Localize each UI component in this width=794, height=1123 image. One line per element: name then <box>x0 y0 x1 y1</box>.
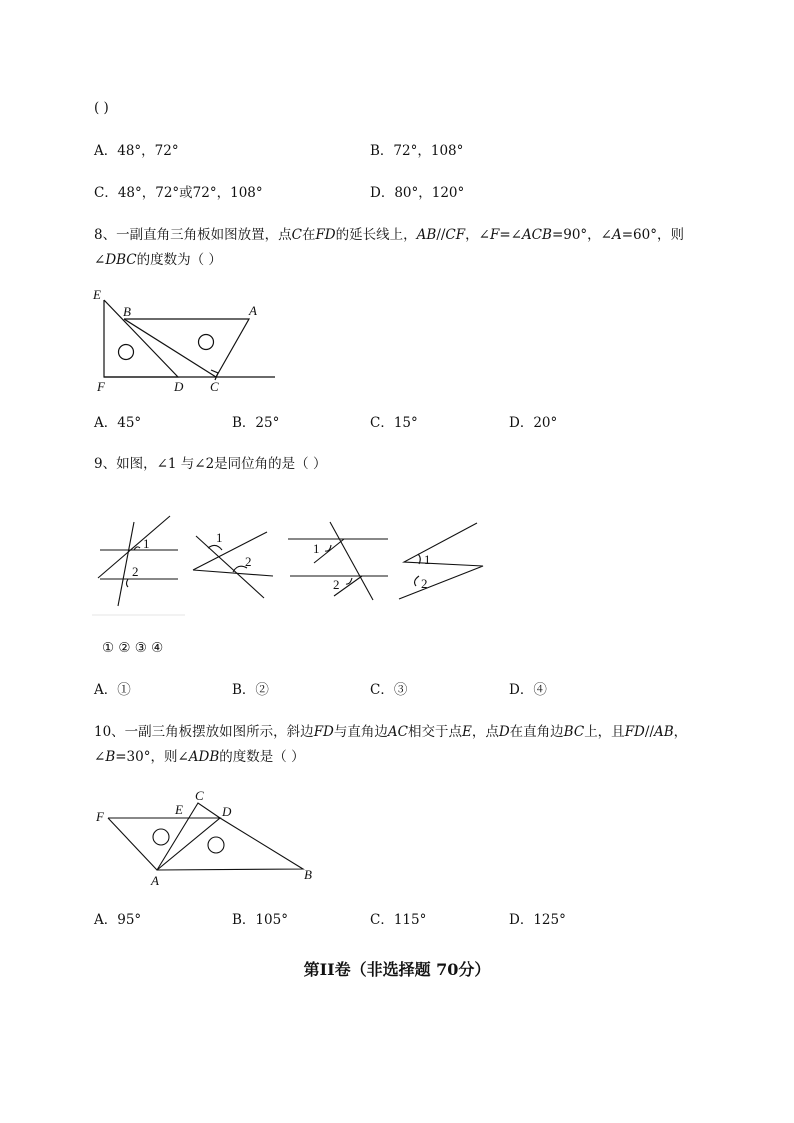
q8-var: FD <box>315 227 336 243</box>
q8-hole-1 <box>119 345 134 360</box>
q10-label-d: D <box>222 804 232 819</box>
q7-option-a: A．48°，72° <box>94 143 179 159</box>
q8-var: DBC <box>105 252 137 268</box>
q10-stem-text: 与直角边 <box>333 724 388 740</box>
q10-label-a: A <box>151 873 159 888</box>
q8-stem-text: =60°，则 <box>621 227 684 243</box>
q9-fig2-label-1: 1 <box>216 530 223 545</box>
q9-option-b: B．② <box>232 682 269 698</box>
q10-stem-text: ， <box>673 724 688 740</box>
q9-stem: 9、如图，∠1 与∠2是同位角的是（ ） <box>94 456 327 472</box>
q10-stem-text: ∠ <box>94 749 106 765</box>
q10-hole-1 <box>153 829 169 845</box>
q8-stem-text: 的度数为（ ） <box>136 252 222 268</box>
q8-stem-text: 在 <box>301 227 316 243</box>
q8-label-d: D <box>174 379 184 394</box>
section-title: 第II卷（非选择题 70分） <box>303 960 491 979</box>
q9-figure-1 <box>98 516 178 606</box>
q10-label-e: E <box>175 802 183 817</box>
q9-option-d: D．④ <box>509 682 547 698</box>
q9-figure-2 <box>193 532 273 598</box>
q8-label-a: A <box>249 303 257 318</box>
q10-option-c: C．115° <box>370 912 427 928</box>
q8-label-c: C <box>210 379 219 394</box>
q10-option-d: D．125° <box>509 912 566 928</box>
q8-option-c: C．15° <box>370 415 418 431</box>
q8-stem-line1 <box>94 225 684 245</box>
q8-set-square-2 <box>124 319 249 377</box>
q8-var: A <box>612 227 622 243</box>
q7-paren: ( ) <box>94 100 109 116</box>
q8-var: ACB <box>521 227 552 243</box>
q7-option-b: B．72°，108° <box>370 143 464 159</box>
q8-var: CF <box>445 227 466 243</box>
q9-fig4-label-1: 1 <box>424 552 431 567</box>
q10-stem-text: ，点 <box>471 724 499 740</box>
q10-stem-text: // <box>644 724 654 740</box>
q8-label-b: B <box>123 304 131 319</box>
q8-var: C <box>291 227 302 243</box>
q10-figure <box>92 785 322 890</box>
q10-stem-text: 在直角边 <box>509 724 564 740</box>
q8-stem-text: =90°，∠ <box>551 227 612 243</box>
q10-option-b: B．105° <box>232 912 288 928</box>
q10-var: BC <box>563 724 585 740</box>
q10-stem-text: 10、一副三角板摆放如图所示，斜边 <box>94 724 314 740</box>
q8-stem-text: =∠ <box>499 227 522 243</box>
q8-option-b: B．25° <box>232 415 280 431</box>
q7-option-d: D．80°，120° <box>370 185 465 201</box>
q9-figure-numbers: ① ② ③ ④ <box>102 640 164 656</box>
q10-stem-text: 的度数是（ ） <box>219 749 305 765</box>
q10-var: ADB <box>188 749 220 765</box>
q10-var: E <box>461 724 472 740</box>
q9-fig4-label-2: 2 <box>421 576 428 591</box>
q8-stem-text: ∠ <box>94 252 106 268</box>
q8-stem-text: 的延长线上， <box>335 227 417 243</box>
q9-fig1-label-1: 1 <box>143 536 150 551</box>
q8-label-f: F <box>97 379 105 394</box>
q8-stem-text: ，∠ <box>465 227 490 243</box>
q9-fig2-label-2: 2 <box>245 554 252 569</box>
q10-option-a: A．95° <box>94 912 142 928</box>
q10-stem-text: 上，且 <box>584 724 625 740</box>
q9-fig1-label-2: 2 <box>132 564 139 579</box>
q8-var: AB <box>416 227 437 243</box>
q10-stem-line2 <box>94 747 305 767</box>
q8-figure <box>85 285 285 395</box>
q8-set-square-1 <box>104 300 178 377</box>
q9-fig3-label-2: 2 <box>333 577 340 592</box>
q10-var: D <box>498 724 510 740</box>
q8-label-e: E <box>93 287 101 302</box>
q9-figures <box>90 520 490 620</box>
q10-label-f: F <box>96 809 104 824</box>
q8-stem-text: 8、一副直角三角板如图放置，点 <box>94 227 292 243</box>
q9-fig3-label-1: 1 <box>313 541 320 556</box>
q8-stem-text: // <box>436 227 446 243</box>
q8-stem-line2 <box>94 250 222 270</box>
q10-stem-line1 <box>94 722 687 742</box>
q8-hole-2 <box>199 335 214 350</box>
q8-option-a: A．45° <box>94 415 142 431</box>
q10-stem-text: 相交于点 <box>407 724 462 740</box>
q10-var: AB <box>654 724 674 740</box>
q10-var: FD <box>624 724 645 740</box>
q9-figure-4 <box>399 523 483 599</box>
q10-var: FD <box>313 724 334 740</box>
q9-option-a: A．① <box>94 682 131 698</box>
q8-option-d: D．20° <box>509 415 558 431</box>
q10-label-b: B <box>304 867 312 882</box>
q10-stem-text: =30°，则∠ <box>115 749 189 765</box>
q9-option-c: C．③ <box>370 682 408 698</box>
q10-label-c: C <box>195 788 204 803</box>
q10-var: B <box>105 749 116 765</box>
q8-var: F <box>489 227 500 243</box>
q10-hole-2 <box>208 837 224 853</box>
q7-option-c: C．48°，72°或72°，108° <box>94 185 263 201</box>
q10-var: AC <box>387 724 408 740</box>
